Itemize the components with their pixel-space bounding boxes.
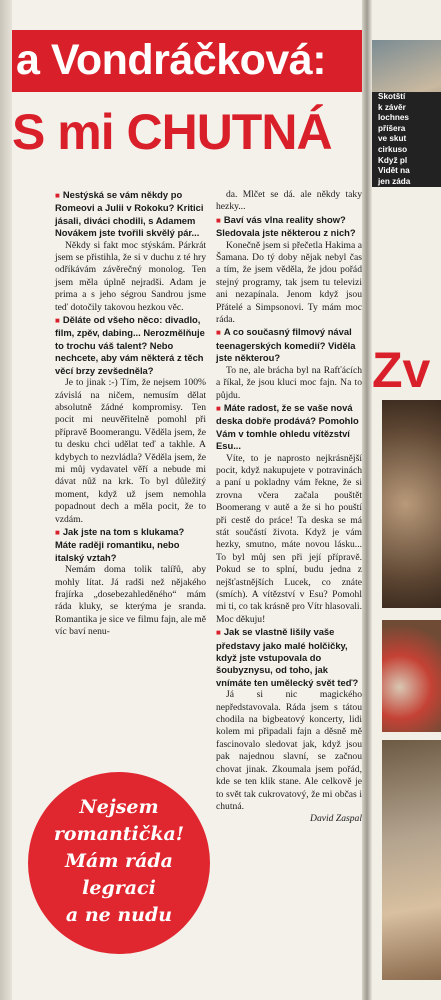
adjacent-caption-line: Skotští [372, 92, 441, 103]
page-fold [362, 0, 372, 1000]
adjacent-caption-line: jen záda [372, 177, 441, 188]
adjacent-photo-bottom [382, 740, 441, 980]
adjacent-caption-line: Vidět na [372, 166, 441, 177]
interview-answer: da. Mlčet se dá. ale někdy taky hezky... [216, 189, 362, 213]
adjacent-caption-line: k závěr [372, 103, 441, 114]
interview-answer: Nemám doma tolik talířů, aby mohly lítat. Já radši než nějakého frajírka „dosebezahleděného“ mám ráda kluky, se kterýma je sranda. Romantika je sice ve filmu fajn, ale mě víc baví nenu- [55, 564, 206, 638]
author-signature: David Zaspal [310, 813, 362, 825]
interview-question: ■ Jak jste na tom s klukama? Máte raději romantiku, nebo italský vztah? [55, 526, 206, 564]
interview-answer: Víte, to je naprosto nejkrásnější pocit, když nakupujete v potravinách a paní u pokladny vám řekne, že si zrovna včera začala pouštět Boomerang v autě a že si ho pouští při cestě do práce! Ta deska se má stát součástí života. Když je vám hezky, smutno, máte novou lásku... To byl můj sen při její přípravě. Pokud se to splní, budu jedna z nejšťastnějších Lucek, co znáte (smích). A vítězství v Esu? Pomohl mi ti, co tak krásně pro Vítr hlasovali. Moc děkuju! [216, 452, 362, 625]
interview-answer: Je to jinak :-) Tím, že nejsem 100% závislá na ničem, nemusím dělat absolutně žádné kompromisy. Ten pocit mi neuvěřitelně pomohl při přípravě Boomerangu. Věděla jsem, že tu desku chci udělat teď a takhle. A kdybych to nezvládla? Věděla jsem, že mi můj vydavatel věří a nebude mi dávat nůž na krk. To byl důležitý moment, když už jsem nemohla popadnout dech a měla pocit, že to vzdám. [55, 377, 206, 525]
interview-answer: To ne, ale brácha byl na Rafťácích a říkal, že jsou kluci moc fajn. Na to půjdu. [216, 364, 362, 401]
page-edge [0, 0, 12, 1000]
adjacent-caption-line: ve skut [372, 134, 441, 145]
pull-quote-line: Nejsem [79, 796, 159, 818]
adjacent-caption-line: příšera [372, 124, 441, 135]
headline-bar [12, 30, 362, 92]
interview-question: ■ Děláte od všeho něco: divadlo, film, zpěv, dabing... Nerozmělňuje to trochu váš talent? Nebo nechcete, aby vám některá z těch věcí brzy zevšedněla? [55, 314, 206, 377]
interview-answer: Někdy si fakt moc stýskám. Párkrát jsem se přistihla, že si v duchu z té hry odříkávám závěrečný monolog. Ten jsem měla úplně nejradši. Adam je prima a s jeho ségrou Sandrou jsme teď dotočily takovou hezkou věc. [55, 239, 206, 313]
article-column-2 [216, 189, 362, 826]
article-column-1 [55, 189, 206, 639]
pull-quote-line: romantička! [53, 823, 185, 845]
pull-quote-line: a ne nudu [65, 904, 173, 926]
adjacent-photo-mouth [382, 620, 441, 732]
pull-quote-line: legraci [82, 877, 156, 899]
headline-second [12, 96, 362, 168]
interview-question: ■ Jak se vlastně lišily vaše představy jako malé holčičky, když jste vstupovala do šoubyznysu, od toho, jak vnímáte ten umělecký svět teď? [216, 626, 362, 689]
interview-question: ■ Nestýská se vám někdy po Romeovi a Julii v Rokoku? Kritici jásali, diváci chodili, s Adamem Novákem jste tvořili skvělý pár... [55, 189, 206, 240]
adjacent-page [372, 0, 441, 1000]
pull-quote-text [48, 794, 190, 929]
adjacent-caption-line: Když pl [372, 156, 441, 167]
headline-line-2: S mi CHUTNÁ [12, 104, 332, 160]
interview-answer: Konečně jsem si přečetla Hakima a Šamana. Do tý doby nějak nebyl čas a tím, že jsem věděla, že jdou pořád stejný programy, tak jsem tu televizi ani nezapínala. Jenom když jsou Přátelé a Simpsonovi. Ty mám moc ráda. [216, 239, 362, 326]
pull-quote-bubble [28, 772, 210, 954]
interview-question: ■ A co současný filmový nával teenagerských komedií? Viděla jste některou? [216, 326, 362, 364]
pull-quote-line: Mám ráda [65, 850, 173, 872]
adjacent-caption-line: lochnes [372, 113, 441, 124]
adjacent-caption [372, 92, 441, 187]
interview-question: ■ Baví vás vlna reality show? Sledovala jste některou z nich? [216, 214, 362, 240]
adjacent-headline: Zv [372, 342, 431, 398]
adjacent-caption-line: cirkuso [372, 145, 441, 156]
adjacent-photo-animal [382, 400, 441, 608]
headline-line-1: a Vondráčková: [16, 36, 327, 84]
interview-answer: Já si nic magického nepředstavovala. Ráda jsem s tátou chodila na bigbeatový koncerty, lidi kolem mi připadali fajn a děsně mě fascinovalo sledovat jak, když jsou pak najednou slavní, se začnou chovat jinak. Zkoumala jsem pořád, kde se ten klik stane. Ale celkově je to svět tak cukrovatový, že mi občas i chutná. [216, 689, 362, 812]
interview-question: ■ Máte radost, že se vaše nová deska dobře prodává? Pomohlo Vám v tomhle ohledu vítězství Esu... [216, 402, 362, 453]
